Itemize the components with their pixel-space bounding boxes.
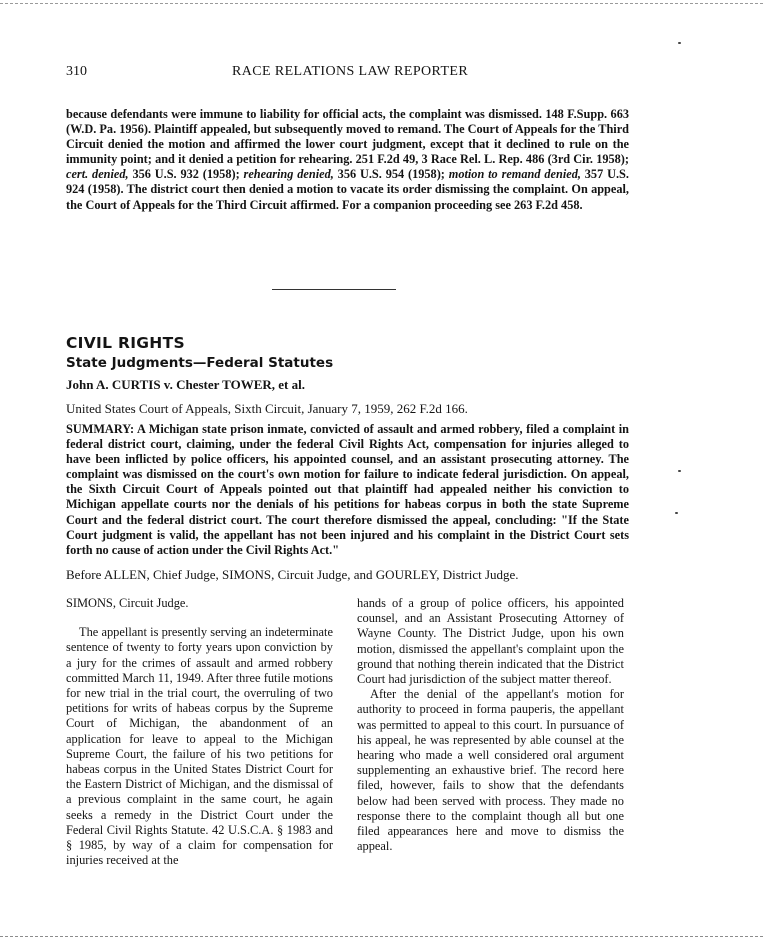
cert-denied-italic: cert. denied,: [66, 167, 129, 182]
opinion-judge: SIMONS, Circuit Judge.: [66, 596, 189, 610]
carryover-paragraph: [66, 107, 629, 213]
page-number: 310: [66, 64, 87, 79]
carryover-text: 356 U.S. 954 (1958);: [337, 167, 445, 182]
section-subheading: State Judgments—Federal Statutes: [66, 355, 334, 371]
carryover-text: 357 U.S. 924 (1958). The district court then denied a motion to vacate its order dismissing the complaint. On appeal, the Court of Appeals for the Third Circuit affirmed. For a companion proceeding see 263 F.2d 458.: [66, 167, 629, 212]
case-summary: SUMMARY: A Michigan state prison inmate, convicted of assault and armed robbery, filed a complaint in federal district court, claiming, under the federal Civil Rights Act, compensation for injuries alleged to have been inflicted by police officers, his appointed counsel, and an assistant prosecuting attorney. The complaint was dismissed on the court's own motion for failure to indicate federal jurisdiction. On appeal, the Sixth Circuit Court of Appeals pointed out that plaintiff had appealed neither his conviction to Michigan appellate courts nor the denials of his petitions for habeas corpus in both the state Supreme Court and the federal district court. The court therefore dismissed the appeal, concluding: "If the State Court judgment is valid, the appellant has not been injured and his complaint in the District Court sets forth no cause of action under the Civil Rights Act.": [66, 422, 629, 557]
carryover-text: 356 U.S. 932 (1958);: [132, 167, 240, 182]
opinion-right-column: [357, 596, 624, 854]
section-divider: [272, 289, 396, 290]
case-title: John A. CURTIS v. Chester TOWER, et al.: [66, 377, 305, 392]
bench-line: Before ALLEN, Chief Judge, SIMONS, Circuit Judge, and GOURLEY, District Judge.: [66, 567, 519, 582]
opinion-paragraph: After the denial of the appellant's motion for authority to proceed in forma pauperis, the appellant was permitted to appeal to this court. In pursuance of his appeal, he was represented by able counsel at the hearing who made a well considered oral argument supplementing an exhaustive brief. The record here filed, however, fails to show that the defendants below had been served with process. They made no response there to the complaint though all but one filed appearances here and move to dismiss the appeal.: [357, 687, 624, 854]
motion-to-remand-italic: motion to remand denied,: [448, 167, 581, 182]
scan-edge-top: [0, 3, 763, 4]
rehearing-denied-italic: rehearing denied,: [243, 167, 334, 182]
running-head: RACE RELATIONS LAW REPORTER: [232, 64, 469, 79]
scan-speck: [678, 42, 681, 44]
opinion-left-column: [66, 596, 333, 868]
scan-speck: [675, 512, 678, 514]
section-heading: CIVIL RIGHTS: [66, 334, 185, 352]
court-citation: United States Court of Appeals, Sixth Circuit, January 7, 1959, 262 F.2d 166.: [66, 401, 468, 416]
scan-speck: [678, 470, 681, 472]
carryover-text: because defendants were immune to liability for official acts, the complaint was dismissed. 148 F.Supp. 663 (W.D. Pa. 1956). Plaintiff appealed, but subsequently moved to remand. The Court of Appeals for the Third Circuit denied the motion and affirmed the lower court judgment, except that it declined to rule on the immunity point; and it denied a petition for rehearing. 251 F.2d 49, 3 Race Rel. L. Rep. 486 (3rd Cir. 1958);: [66, 107, 629, 167]
scan-edge-bottom: [0, 936, 763, 937]
opinion-paragraph: The appellant is presently serving an indeterminate sentence of twenty to forty years upon conviction by a jury for the crimes of assault and armed robbery committed March 11, 1949. After three futile motions for new trial in the trial court, the overruling of two petitions for writs of habeas corpus by the Supreme Court of Michigan, the abandonment of an application for leave to appeal to the Michigan Supreme Court, the failure of his two petitions for habeas corpus in the United States District Court for the Eastern District of Michigan, and the dismissal of a previous complaint in the same court, he again seeks a remedy in the District Court under the Federal Civil Rights Statute. 42 U.S.C.A. § 1983 and § 1985, by way of a claim for compensation for injuries received at the: [66, 625, 333, 868]
opinion-paragraph: hands of a group of police officers, his appointed counsel, and an Assistant Prosecuting Attorney of Wayne County. The District Judge, upon his own motion, dismissed the appellant's complaint upon the ground that nothing therein indicated that the District Court had jurisdiction of the subject matter thereof.: [357, 596, 624, 687]
